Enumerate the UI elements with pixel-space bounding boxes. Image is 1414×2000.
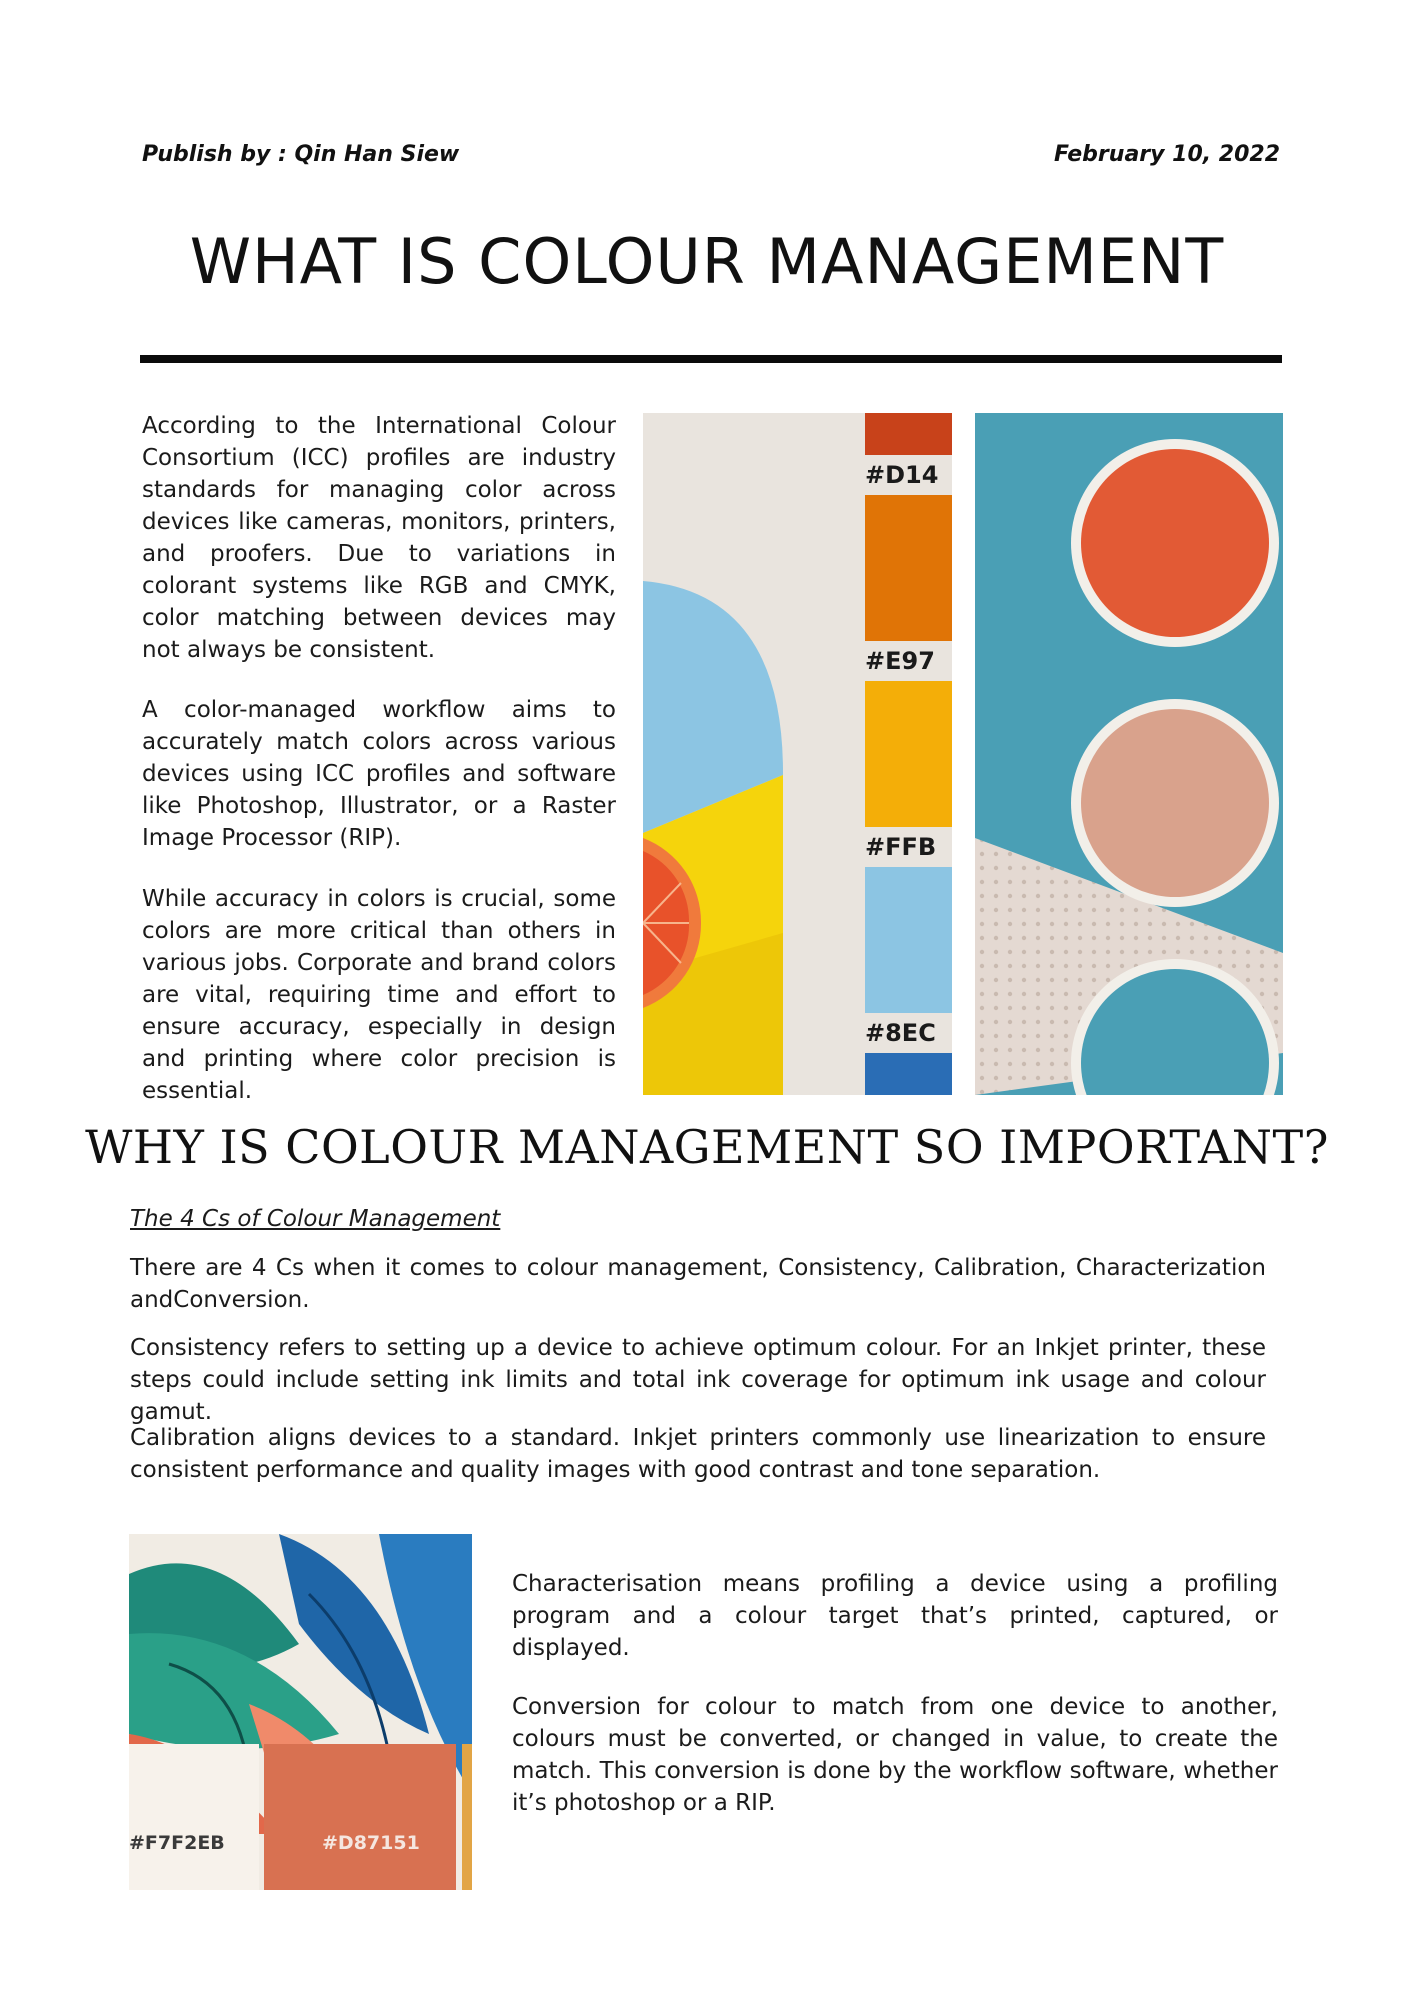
conversion-paragraph: Conversion for colour to match from one device to another, colours must be converted, or changed in value, to create the match. This conversion is done by the workflow software, whether it’s photoshop or a RIP. [512, 1694, 1278, 1816]
circles-image [975, 413, 1283, 1095]
swatch-label-2: #E97 [865, 647, 935, 675]
palette-image [643, 413, 952, 1095]
section-heading: WHY IS COLOUR MANAGEMENT SO IMPORTANT? [85, 1120, 1329, 1174]
publish-date: February 10, 2022 [1053, 142, 1280, 167]
title-divider [140, 355, 1282, 363]
consistency-paragraph: Consistency refers to setting up a device to achieve optimum colour. For an Inkjet printer, these steps could include setting ink limits and total ink coverage for optimum ink usage and colour gamut. [130, 1335, 1266, 1425]
intro-paragraph-2: A color-managed workflow aims to accurately match colors across various devices using ICC profiles and software like Photoshop, Illustrator, or a Raster Image Processor (RIP). [142, 697, 616, 851]
swatch-label-4: #8EC [865, 1019, 936, 1047]
calibration-paragraph: Calibration aligns devices to a standard. Inkjet printers commonly use linearization to ensure consistent performance and quality images with good contrast and tone separation. [130, 1425, 1266, 1483]
intro-paragraph-3: While accuracy in colors is crucial, some colors are more critical than others in various jobs. Corporate and brand colors are vital, requiring time and effort to ensure accuracy, especially in design and printing where color precision is essential. [142, 886, 616, 1104]
swatch-label-3: #FFB [865, 833, 937, 861]
swatch-label-1: #D14 [865, 461, 939, 489]
section-subheading: The 4 Cs of Colour Management [130, 1206, 501, 1232]
leaf-palette-image [129, 1534, 472, 1890]
leaf-swatch-label-1: #F7F2EB [129, 1832, 225, 1854]
intro-paragraph-1: According to the International Colour Consortium (ICC) profiles are industry standards for managing color across devices like cameras, monitors, printers, and proofers. Due to variations in colorant systems like RGB and CMYK, color matching between devices may not always be consistent. [142, 413, 616, 663]
cs-intro-paragraph: There are 4 Cs when it comes to colour management, Consistency, Calibration, Characterization andConversion. [130, 1255, 1266, 1313]
leaf-swatch-label-2: #D87151 [322, 1832, 420, 1854]
publisher: Publish by : Qin Han Siew [142, 142, 460, 167]
characterisation-paragraph: Characterisation means profiling a device using a profiling program and a colour target that’s printed, captured, or displayed. [512, 1571, 1278, 1661]
page-title: WHAT IS COLOUR MANAGEMENT [189, 225, 1225, 298]
